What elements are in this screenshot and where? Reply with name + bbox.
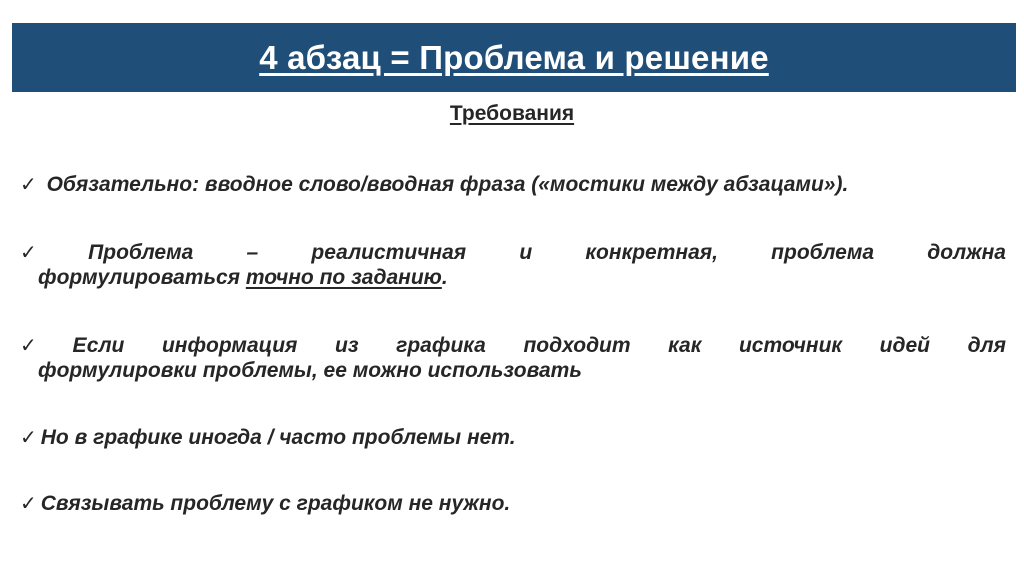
list-item xyxy=(20,425,1006,450)
list-item xyxy=(20,333,1006,383)
checkmark-icon: ✓ xyxy=(20,172,37,196)
slide-title: 4 абзац = Проблема и решение xyxy=(259,38,769,76)
list-item-text: Обязательно: вводное слово/вводная фраза («мостики между абзацами»). xyxy=(40,173,849,196)
list-item-line xyxy=(20,265,1006,290)
title-bar xyxy=(12,23,1016,92)
list-item-line xyxy=(20,358,1006,383)
list-item-text: Связывать проблему с графиком не нужно. xyxy=(40,492,511,515)
checkmark-icon: ✓ xyxy=(20,333,69,357)
list-item-text: формулировки проблемы, ее можно использовать xyxy=(38,359,582,382)
emphasis-text: точно по заданию xyxy=(245,266,442,289)
list-item-text: Проблема – реалистичная и конкретная, проблема должна xyxy=(88,241,1006,264)
list-item xyxy=(20,491,1006,516)
list-item xyxy=(20,172,1006,197)
list-item-text: формулироваться xyxy=(38,266,246,289)
checkmark-icon: ✓ xyxy=(20,491,37,515)
checkmark-icon: ✓ xyxy=(20,240,85,264)
list-item-text: . xyxy=(441,266,448,289)
list-item-text: Но в графике иногда / часто проблемы нет. xyxy=(40,426,516,449)
list-item-line xyxy=(20,240,1006,265)
list-item-text: Если информация из графика подходит как источник идей для xyxy=(72,334,1006,357)
checkmark-icon: ✓ xyxy=(20,425,37,449)
list-item-line xyxy=(20,333,1006,358)
subtitle-requirements: Требования xyxy=(449,102,575,125)
list-item xyxy=(20,240,1006,290)
